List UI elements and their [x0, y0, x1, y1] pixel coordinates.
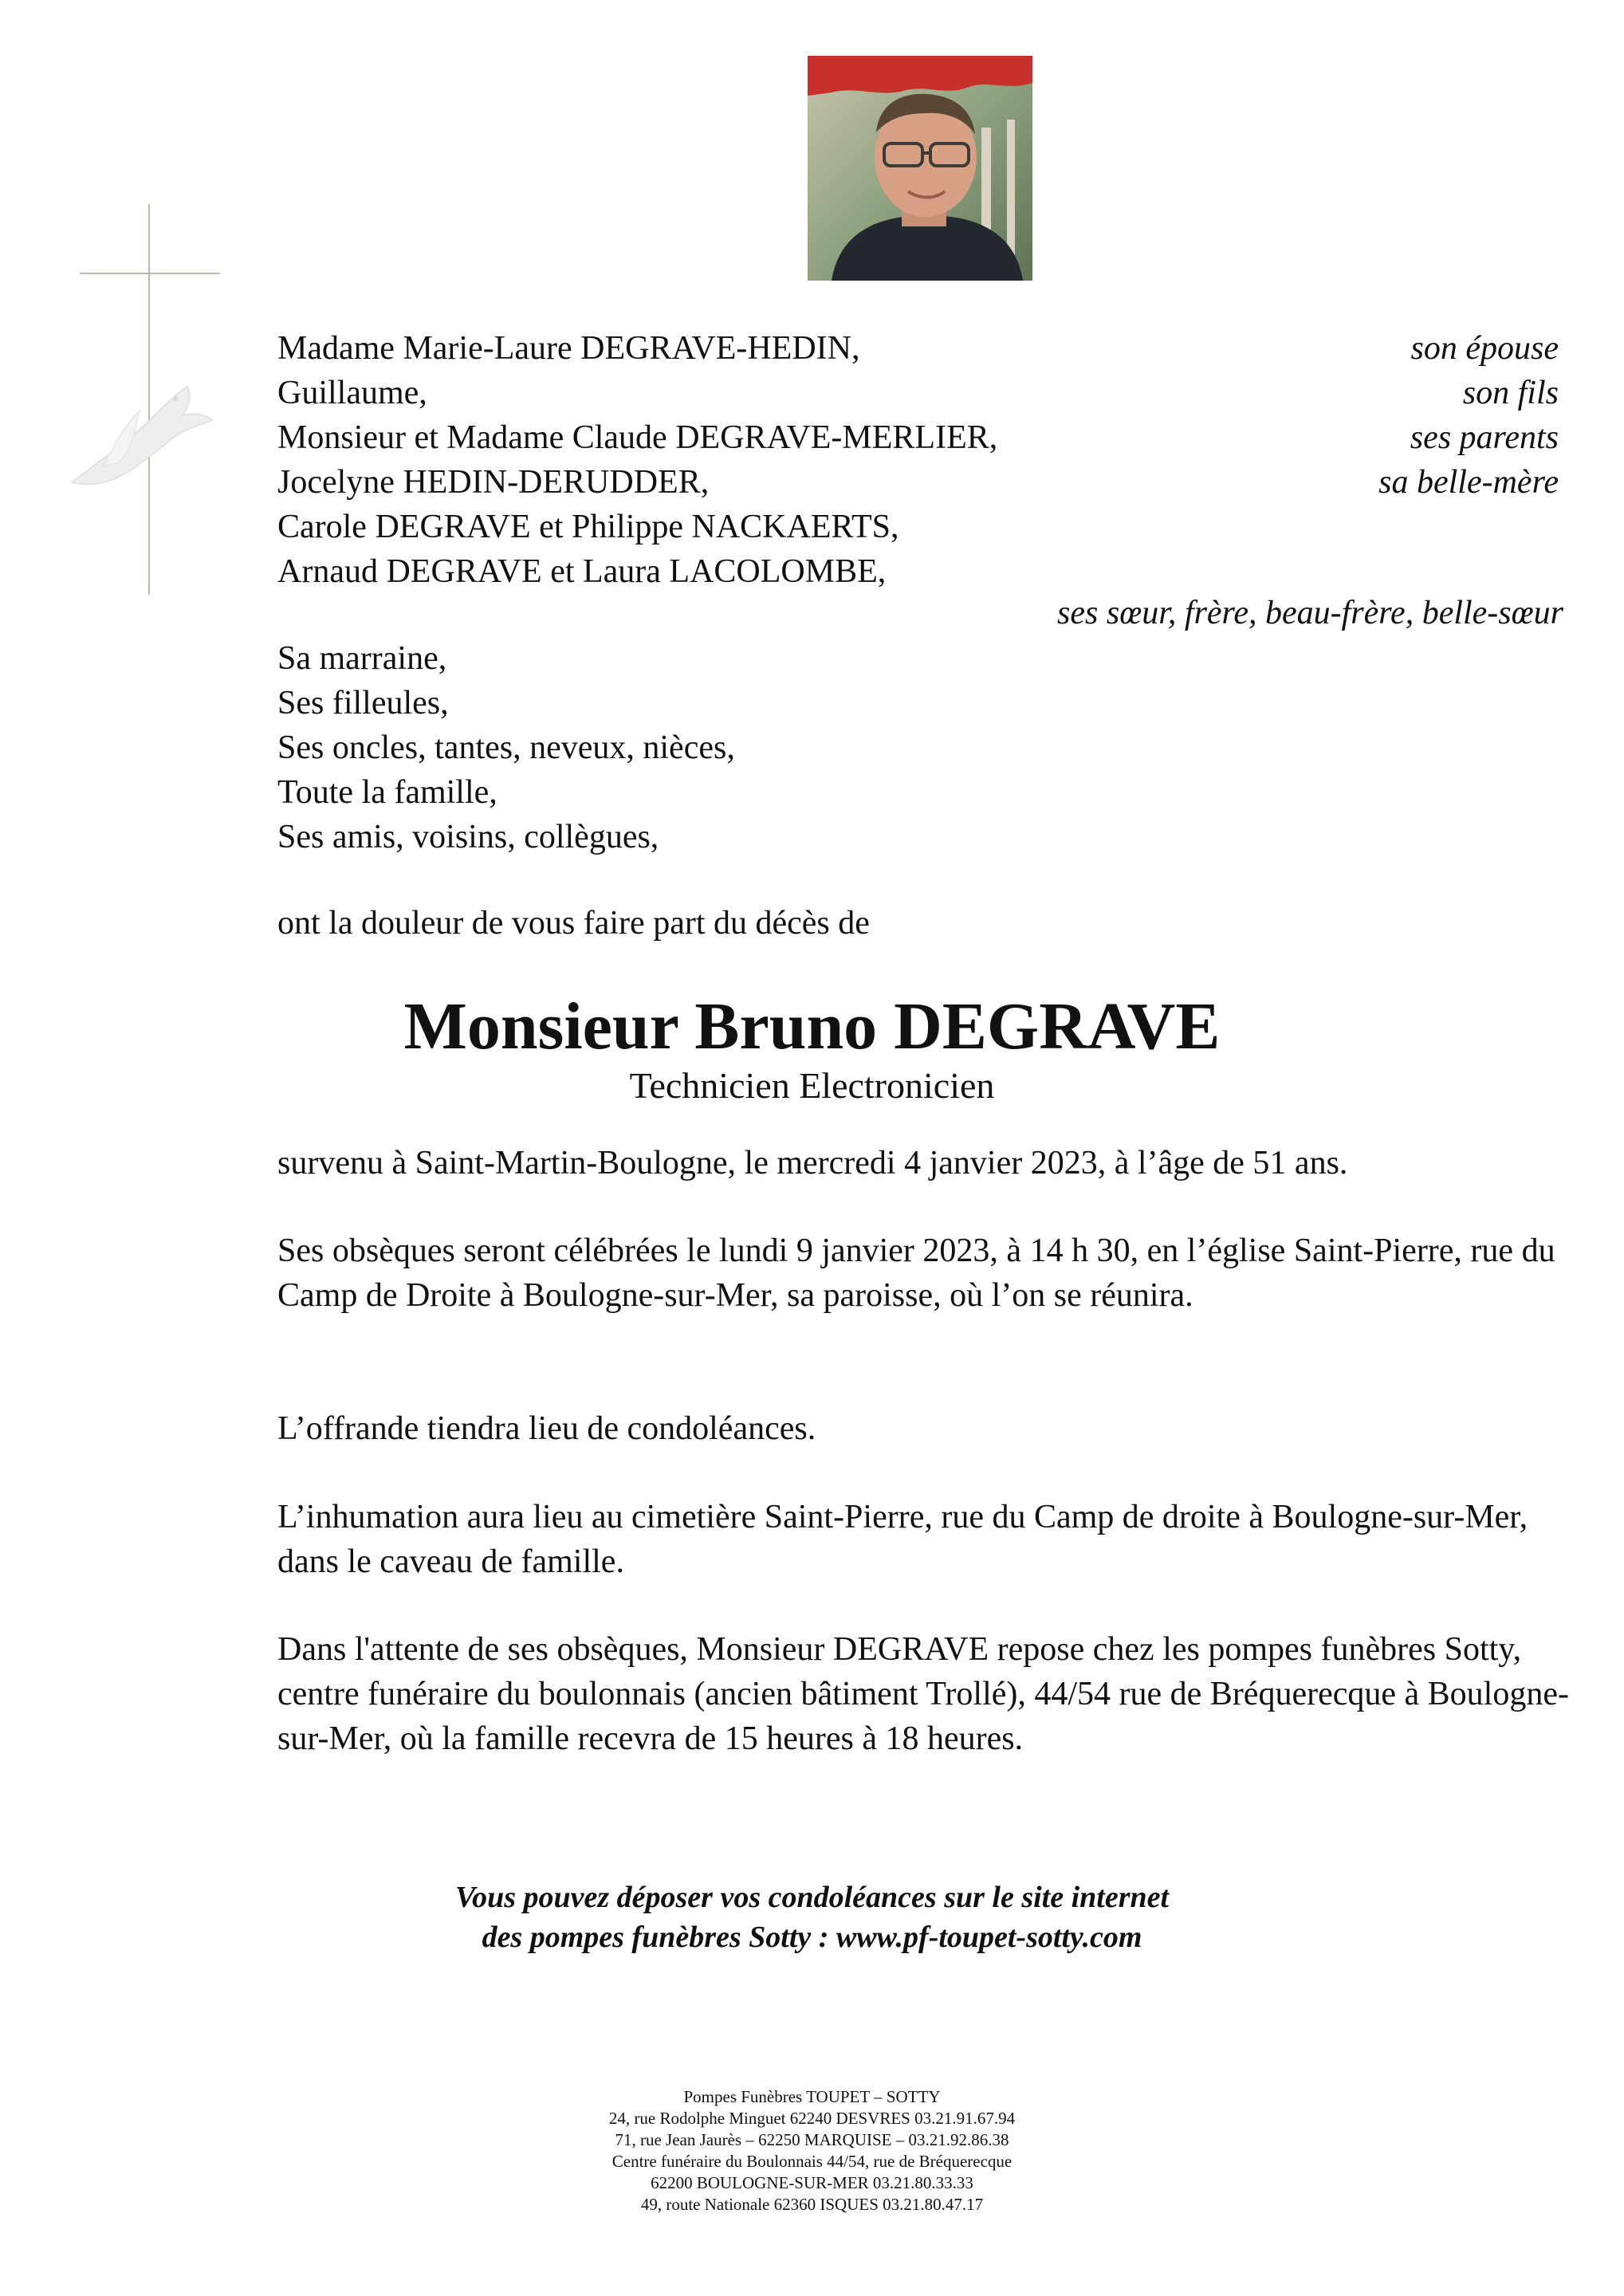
- announcement-intro: ont la douleur de vous faire part du décès de: [277, 905, 870, 942]
- siblings-relation-label: ses sœur, frère, beau-frère, belle-sœur: [1057, 595, 1563, 631]
- portrait-photo: [808, 56, 1032, 281]
- death-details-paragraph: survenu à Saint-Martin-Boulogne, le mercredi 4 janvier 2023, à l’âge de 51 ans.: [277, 1145, 1348, 1181]
- dove-icon: [56, 363, 215, 514]
- relation-label: ses parents: [1410, 419, 1559, 456]
- footer-line: 62200 BOULOGNE-SUR-MER 03.21.80.33.33: [651, 2173, 973, 2192]
- footer-line: 24, rue Rodolphe Minguet 62240 DESVRES 03.21.91.67.94: [608, 2109, 1016, 2128]
- repose-paragraph: Dans l'attente de ses obsèques, Monsieur DEGRAVE repose chez les pompes funèbres Sotty, centre funéraire du boulonnais (ancien bâtiment Trollé), 44/54 rue de Bréquerecque à Boulogne-sur-Mer, où la famille recevra de 15 heures à 18 heures.: [277, 1631, 1569, 1757]
- mourner-line: Ses filleules,: [277, 685, 449, 721]
- relation-label: sa belle-mère: [1378, 464, 1559, 501]
- mourner-line: Toute la famille,: [277, 774, 497, 811]
- burial-paragraph: L’inhumation aura lieu au cimetière Saint-Pierre, rue du Camp de droite à Boulogne-sur-Mer, dans le caveau de famille.: [277, 1499, 1528, 1580]
- family-member: Carole DEGRAVE et Philippe NACKAERTS,: [277, 509, 899, 545]
- online-condolences-link[interactable]: des pompes funèbres Sotty : www.pf-toupet-sotty.com: [482, 1921, 1142, 1954]
- mourner-line: Ses oncles, tantes, neveux, nièces,: [277, 729, 735, 766]
- family-list: [277, 326, 997, 594]
- footer-line: Centre funéraire du Boulonnais 44/54, rue de Bréquerecque: [611, 2152, 1013, 2171]
- offering-paragraph: L’offrande tiendra lieu de condoléances.: [277, 1410, 816, 1447]
- family-member: Guillaume,: [277, 375, 427, 411]
- online-condolences: [0, 1877, 1624, 1957]
- funeral-paragraph: Ses obsèques seront célébrées le lundi 9 janvier 2023, à 14 h 30, en l’église Saint-Pierre, rue du Camp de Droite à Boulogne-sur-Mer, sa paroisse, où l’on se réunira.: [277, 1233, 1555, 1314]
- footer-line: 71, rue Jean Jaurès – 62250 MARQUISE – 03.21.92.86.38: [615, 2130, 1009, 2149]
- online-condolences-line: Vous pouvez déposer vos condoléances sur le site internet: [454, 1881, 1170, 1914]
- footer-line: Pompes Funèbres TOUPET – SOTTY: [683, 2087, 941, 2106]
- deceased-profession: Technicien Electronicien: [629, 1065, 995, 1106]
- mourner-line: Ses amis, voisins, collègues,: [277, 819, 659, 855]
- relations-list: [1080, 326, 1559, 505]
- portrait-illustration: [808, 56, 1032, 281]
- mourner-line: Sa marraine,: [277, 640, 447, 677]
- funeral-home-footer: [0, 2086, 1624, 2215]
- relation-label: son épouse: [1410, 330, 1559, 367]
- others-list: [277, 636, 735, 859]
- family-member: Jocelyne HEDIN-DERUDDER,: [277, 464, 710, 501]
- cross-horizontal-line: [80, 273, 220, 274]
- footer-line: 49, route Nationale 62360 ISQUES 03.21.80.47.17: [640, 2195, 984, 2214]
- relation-label: son fils: [1462, 375, 1559, 411]
- family-member: Monsieur et Madame Claude DEGRAVE-MERLIER,: [277, 419, 998, 456]
- deceased-name: Monsieur Bruno DEGRAVE: [403, 989, 1221, 1063]
- family-member: Arnaud DEGRAVE et Laura LACOLOMBE,: [277, 553, 887, 590]
- family-member: Madame Marie-Laure DEGRAVE-HEDIN,: [277, 330, 860, 367]
